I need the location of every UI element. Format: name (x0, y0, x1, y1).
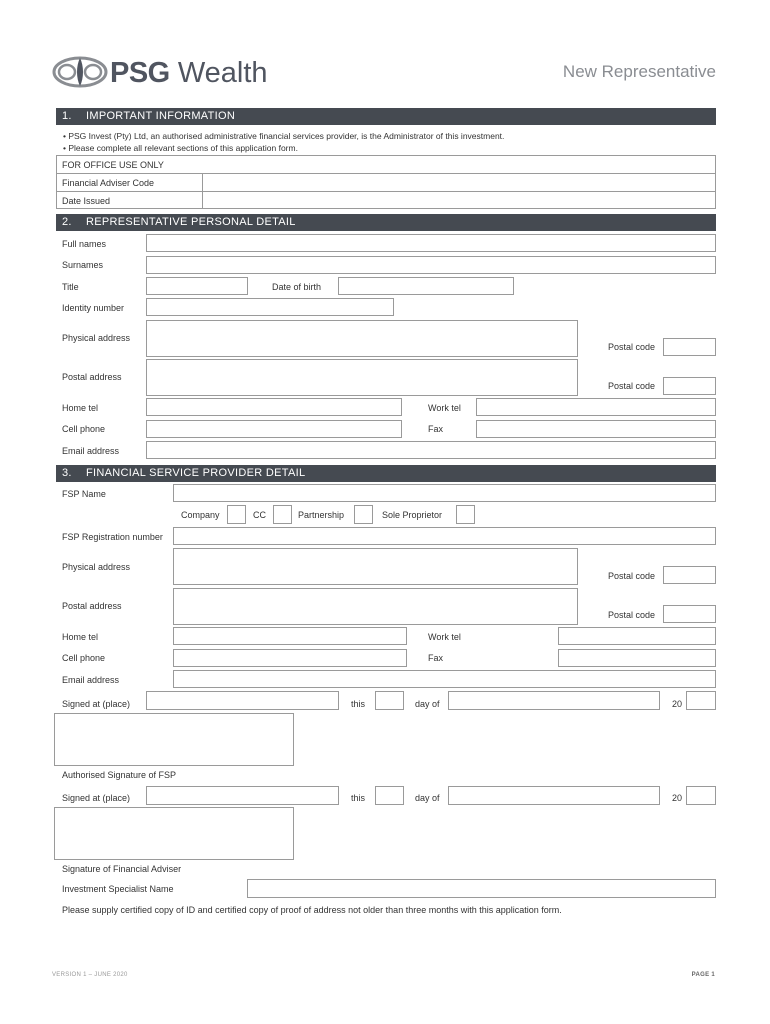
fsp-email-label: Email address (62, 675, 120, 685)
brand-bold: PSG (110, 57, 170, 89)
day-input-2[interactable] (375, 786, 404, 805)
this-label-2: this (351, 793, 366, 803)
specialist-name-label: Investment Specialist Name (62, 884, 174, 894)
day-of-label-2: day of (415, 793, 440, 803)
fsp-email-input[interactable] (173, 670, 716, 688)
postal-address-label: Postal address (62, 372, 122, 382)
fax-input[interactable] (476, 420, 716, 438)
month-input-1[interactable] (448, 691, 660, 710)
section-1-title: IMPORTANT INFORMATION (86, 110, 236, 122)
fsp-physical-address-input[interactable] (173, 548, 578, 585)
fsp-postal-address-label: Postal address (62, 601, 122, 611)
fsp-cell-phone-input[interactable] (173, 649, 407, 667)
physical-address-label: Physical address (62, 333, 131, 343)
fsp-reg-label: FSP Registration number (62, 532, 163, 542)
date-issued-input[interactable] (203, 192, 715, 209)
page-number: PAGE 1 (691, 972, 715, 978)
bullet-1: • PSG Invest (Pty) Ltd, an authorised administrative financial services provider, is the Administrator of this investment. (63, 131, 505, 141)
auth-fsp-signature-label: Authorised Signature of FSP (62, 770, 177, 780)
fsp-home-tel-input[interactable] (173, 627, 407, 645)
brand-light: Wealth (177, 57, 268, 89)
section-1-number: 1. (62, 110, 72, 122)
fsp-postal-address-input[interactable] (173, 588, 578, 625)
fsp-postal-code-input-2[interactable] (663, 605, 716, 623)
home-tel-input[interactable] (146, 398, 402, 416)
supply-copy-note: Please supply certified copy of ID and certified copy of proof of address not older than three months with this application form. (62, 905, 562, 915)
title-label: Title (62, 282, 79, 292)
full-names-input[interactable] (146, 234, 716, 252)
postal-code-label-2: Postal code (608, 381, 656, 391)
email-label: Email address (62, 446, 120, 456)
section-2-title: REPRESENTATIVE PERSONAL DETAIL (86, 216, 296, 228)
fsp-fax-input[interactable] (558, 649, 716, 667)
signed-at-input-2[interactable] (146, 786, 339, 805)
sole-proprietor-label: Sole Proprietor (382, 510, 443, 520)
company-label: Company (181, 510, 220, 520)
cc-label: CC (253, 510, 266, 520)
bullet-1-text: PSG Invest (Pty) Ltd, an authorised administrative financial services provider, is the Administrator of this investment. (68, 131, 505, 141)
form-title: New Representative (562, 62, 716, 81)
work-tel-label: Work tel (428, 403, 461, 413)
year-prefix-2: 20 (672, 793, 683, 803)
fsp-work-tel-input[interactable] (558, 627, 716, 645)
email-input[interactable] (146, 441, 716, 459)
work-tel-input[interactable] (476, 398, 716, 416)
month-input-2[interactable] (448, 786, 660, 805)
bullet-2-text: Please complete all relevant sections of this application form. (68, 143, 298, 153)
cell-phone-label: Cell phone (62, 424, 106, 434)
office-use-table (56, 155, 716, 209)
day-of-label-1: day of (415, 699, 440, 709)
dob-input[interactable] (338, 277, 514, 295)
fsp-postal-code-label-2: Postal code (608, 610, 656, 620)
identity-input[interactable] (146, 298, 394, 316)
year-input-2[interactable] (686, 786, 716, 805)
adviser-signature-label: Signature of Financial Adviser (62, 864, 182, 874)
specialist-name-input[interactable] (247, 879, 716, 898)
year-prefix-1: 20 (672, 699, 683, 709)
adviser-signature-box[interactable] (54, 807, 294, 860)
fsp-signature-box[interactable] (54, 713, 294, 766)
surnames-input[interactable] (146, 256, 716, 274)
this-label-1: this (351, 699, 366, 709)
postal-code-input-2[interactable] (663, 377, 716, 395)
fsp-name-label: FSP Name (62, 489, 106, 499)
section-2-header (56, 214, 716, 231)
physical-address-input[interactable] (146, 320, 578, 357)
dob-label: Date of birth (272, 282, 322, 292)
section-3-number: 3. (62, 467, 72, 479)
fsp-name-input[interactable] (173, 484, 716, 502)
fsp-physical-address-label: Physical address (62, 562, 131, 572)
year-input-1[interactable] (686, 691, 716, 710)
identity-label: Identity number (62, 303, 125, 313)
signed-at-label-2: Signed at (place) (62, 793, 131, 803)
psg-emblem-icon (52, 54, 108, 90)
company-checkbox[interactable] (227, 505, 246, 524)
postal-address-input[interactable] (146, 359, 578, 396)
office-use-title: FOR OFFICE USE ONLY (62, 160, 164, 170)
full-names-label: Full names (62, 239, 107, 249)
fsp-postal-code-input-1[interactable] (663, 566, 716, 584)
partnership-checkbox[interactable] (354, 505, 373, 524)
section-2-number: 2. (62, 216, 72, 228)
bullet-2: • Please complete all relevant sections of this application form. (63, 143, 298, 153)
fsp-cell-phone-label: Cell phone (62, 653, 106, 663)
fsp-work-tel-label: Work tel (428, 632, 461, 642)
cell-phone-input[interactable] (146, 420, 402, 438)
title-input[interactable] (146, 277, 248, 295)
version-footer: VERSION 1 – JUNE 2020 (52, 972, 128, 978)
adviser-code-input[interactable] (203, 174, 715, 191)
fax-label: Fax (428, 424, 444, 434)
postal-code-label-1: Postal code (608, 342, 656, 352)
sole-proprietor-checkbox[interactable] (456, 505, 475, 524)
section-3-title: FINANCIAL SERVICE PROVIDER DETAIL (86, 467, 306, 479)
surnames-label: Surnames (62, 260, 104, 270)
partnership-label: Partnership (298, 510, 345, 520)
day-input-1[interactable] (375, 691, 404, 710)
adviser-code-label: Financial Adviser Code (62, 178, 155, 188)
date-issued-label: Date Issued (62, 196, 111, 206)
brand-name (110, 56, 268, 90)
signed-at-label-1: Signed at (place) (62, 699, 131, 709)
postal-code-input-1[interactable] (663, 338, 716, 356)
fsp-home-tel-label: Home tel (62, 632, 99, 642)
home-tel-label: Home tel (62, 403, 99, 413)
fsp-fax-label: Fax (428, 653, 444, 663)
fsp-reg-input[interactable] (173, 527, 716, 545)
cc-checkbox[interactable] (273, 505, 292, 524)
fsp-postal-code-label-1: Postal code (608, 571, 656, 581)
section-1-header (56, 108, 716, 125)
section-3-header (56, 465, 716, 482)
signed-at-input-1[interactable] (146, 691, 339, 710)
